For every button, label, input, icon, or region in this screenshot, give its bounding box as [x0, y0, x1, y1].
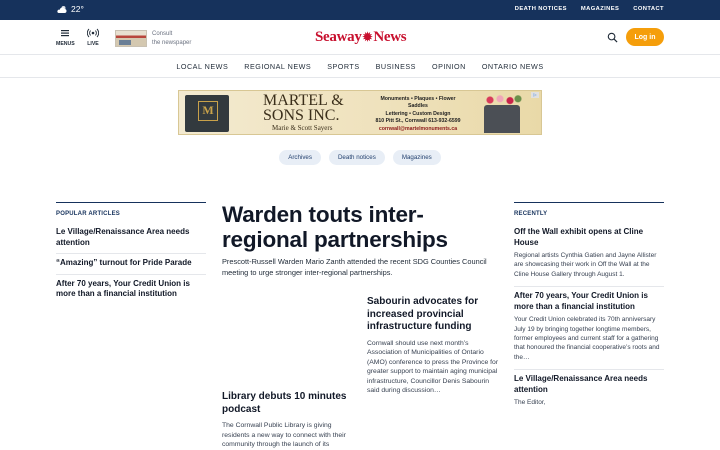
popular-articles	[56, 202, 206, 305]
recently-list	[514, 202, 664, 415]
ad-name-line-1: MARTEL &	[263, 92, 344, 109]
consult-line-1: Consult	[152, 31, 173, 37]
story-summary: Cornwall should use next month’s Association of Municipalities of Ontario (AMO) conference to press the Province for greater support to maintain aging municipal infrastructure, Councillor Denis Sabourin said during discussion…	[367, 339, 499, 395]
popular-item[interactable]: After 70 years, Your Credit Union is more than a financial institution	[56, 278, 190, 298]
site-logo[interactable]	[315, 29, 406, 46]
story-title[interactable]: Library debuts 10 minutes podcast	[222, 391, 347, 415]
consult-line-2: the newspaper	[152, 40, 192, 46]
recent-summary: The Editor,	[514, 399, 546, 407]
story-card[interactable]	[222, 391, 354, 450]
maple-leaf-icon: ✹	[362, 30, 373, 44]
lead-headline[interactable]: Warden touts inter-regional partnerships	[222, 202, 448, 252]
logo-text-right: News	[373, 29, 407, 45]
recent-item[interactable]	[514, 287, 664, 370]
quick-links	[0, 150, 720, 165]
story-title[interactable]: Sabourin advocates for increased provincial infrastructure funding	[367, 296, 479, 332]
ad-subtitle: Marie & Scott Sayers	[272, 124, 333, 132]
recent-title[interactable]: Off the Wall exhibit opens at Cline House	[514, 227, 644, 247]
recently-heading: RECENTLY	[514, 211, 548, 217]
story-card[interactable]	[367, 296, 499, 396]
ad-info-line-2: Lettering • Custom Design	[385, 110, 451, 117]
temperature: 22°	[71, 4, 84, 14]
weather-widget[interactable]	[56, 4, 84, 14]
recent-item[interactable]	[514, 223, 664, 287]
nav-business[interactable]: BUSINESS	[375, 62, 416, 71]
nav-ontario-news[interactable]: ONTARIO NEWS	[481, 62, 544, 71]
live-button[interactable]	[84, 27, 102, 47]
main-nav	[0, 56, 720, 78]
popular-item[interactable]: “Amazing” turnout for Pride Parade	[56, 254, 206, 275]
ad-info-line-4: cornwall@martelmonuments.ca	[378, 125, 458, 132]
ad-info-line-3: 810 Pitt St., Cornwall 613-932-6599	[375, 118, 461, 125]
nav-local-news[interactable]: LOCAL NEWS	[176, 62, 229, 71]
story-summary: The Cornwall Public Library is giving residents a new way to connect with their community through the launch of its	[222, 422, 346, 449]
lead-summary: Prescott-Russell Warden Mario Zanth attended the recent SDG Counties Council meeting to urge stronger inter-regional partnerships.	[222, 257, 487, 277]
magazines-pill[interactable]: Magazines	[393, 150, 441, 165]
recent-summary: Your Credit Union celebrated its 70th anniversary July 19 by bringing together longtime members, former employees and current staff for a gathering that honoured the financial cooperative’s roots and the…	[514, 316, 660, 361]
ad-headstone-image	[484, 105, 520, 133]
top-bar	[0, 0, 720, 20]
consult-newspaper-link[interactable]	[152, 30, 191, 48]
contact-link[interactable]: CONTACT	[633, 6, 664, 12]
nav-regional-news[interactable]: REGIONAL NEWS	[244, 62, 312, 71]
search-icon[interactable]	[607, 32, 618, 43]
site-header	[0, 20, 720, 55]
ad-choices-icon[interactable]: ▷	[531, 92, 539, 98]
recent-item[interactable]	[514, 370, 664, 414]
login-button[interactable]: Log in	[626, 28, 664, 46]
hamburger-icon	[60, 27, 70, 39]
magazines-link[interactable]: MAGAZINES	[580, 6, 620, 12]
death-notices-link[interactable]: DEATH NOTICES	[514, 6, 567, 12]
logo-text-left: Seaway	[315, 29, 362, 45]
cloud-sun-icon	[56, 5, 68, 14]
ad-name-line-2: SONS INC.	[263, 107, 340, 124]
top-links	[515, 6, 664, 12]
recent-summary: Regional artists Cynthia Gatien and Jayne Allister are showcasing their work in Off the Wall at the Cline House Gallery through August 1.	[514, 252, 657, 278]
menu-label: MENUS	[56, 41, 75, 47]
ad-info-line-1: Monuments • Plaques • Flower Saddles	[380, 96, 456, 110]
menu-button[interactable]	[56, 27, 74, 47]
ad-company-name	[263, 93, 344, 123]
ad-banner[interactable]	[178, 90, 542, 135]
nav-sports[interactable]: SPORTS	[327, 62, 360, 71]
nav-opinion[interactable]: OPINION	[431, 62, 466, 71]
recent-title[interactable]: Le Village/Renaissance Area needs attention	[514, 374, 648, 394]
archives-pill[interactable]: Archives	[279, 150, 321, 165]
death-notices-pill[interactable]: Death notices	[329, 150, 385, 165]
ad-info	[373, 96, 463, 133]
main-content	[222, 202, 499, 449]
ad-logo-stone	[185, 95, 229, 132]
popular-item[interactable]: Le Village/Renaissance Area needs attention	[56, 223, 206, 254]
popular-heading: POPULAR ARTICLES	[56, 211, 120, 217]
newspaper-thumbnail[interactable]	[115, 30, 147, 47]
recent-title[interactable]: After 70 years, Your Credit Union is more than a financial institution	[514, 291, 648, 311]
broadcast-icon	[87, 27, 99, 39]
live-label: LIVE	[87, 41, 99, 47]
